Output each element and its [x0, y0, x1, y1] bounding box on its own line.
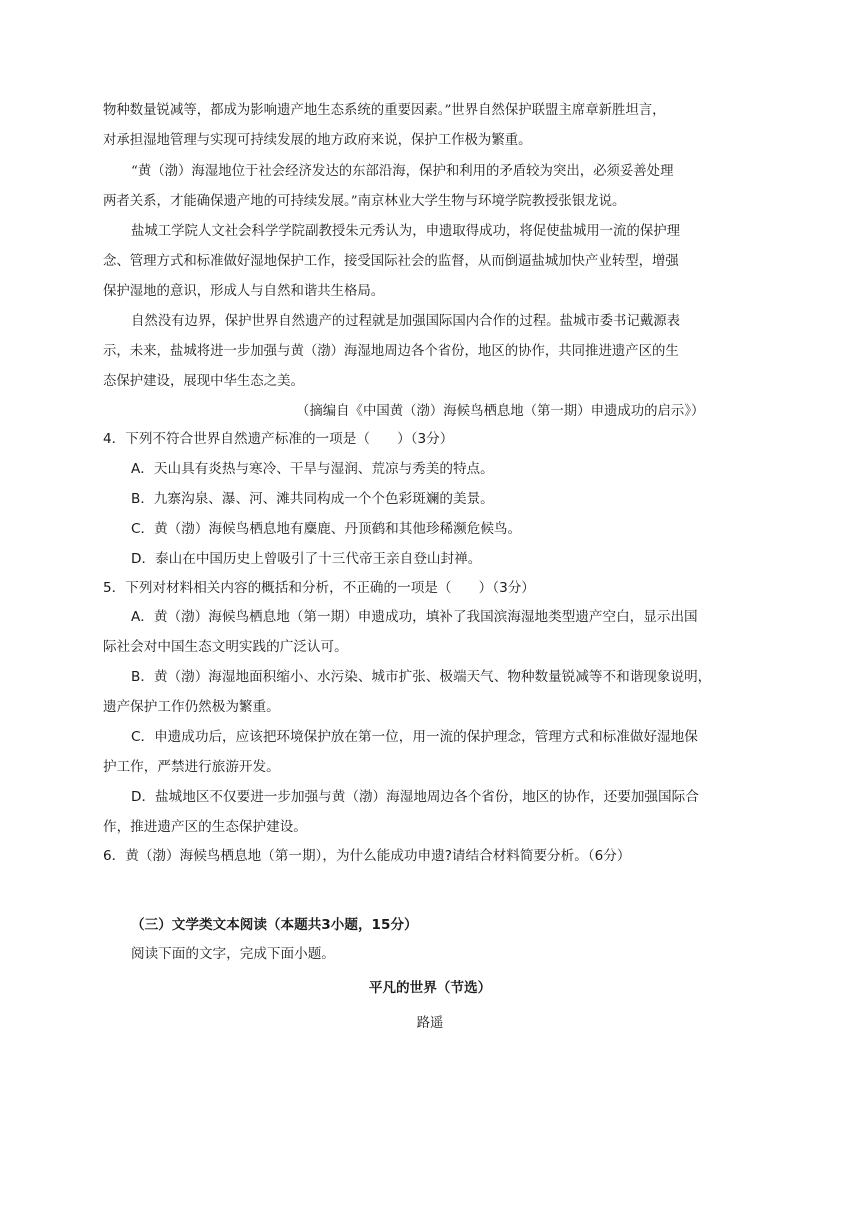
- question-4-option-d: D．泰山在中国历史上曾吸引了十三代帝王亲自登山封禅。: [131, 551, 482, 567]
- passage-paragraph-1-line-1: 物种数量锐减等，都成为影响遗产地生态系统的重要因素。”世界自然保护联盟主席章新胜坦言，: [103, 103, 666, 118]
- section-instruction: 阅读下面的文字，完成下面小题。: [131, 946, 335, 962]
- question-5-option-a-line-2: 际社会对中国生态文明实践的广泛认可。: [103, 639, 348, 655]
- question-4-option-b: B．九寨沟泉、瀑、河、滩共同构成一个个色彩斑斓的美景。: [131, 491, 494, 507]
- question-5-option-c-line-2: 护工作，严禁进行旅游开发。: [103, 759, 280, 775]
- passage-paragraph-1-line-2: 对承担湿地管理与实现可持续发展的地方政府来说，保护工作极为繁重。: [103, 133, 532, 148]
- question-5-option-b-line-1: B．黄（渤）海湿地面积缩小、水污染、城市扩张、极端天气、物种数量锐减等不和谐现象说明，: [131, 669, 712, 685]
- passage-paragraph-3-line-1: 盐城工学院人文社会科学学院副教授朱元秀认为，申遗取得成功，将促使盐城用一流的保护理: [131, 224, 681, 239]
- question-4-option-a: A．天山具有炎热与寒冷、干旱与湿润、荒凉与秀美的特点。: [131, 461, 494, 477]
- passage-paragraph-3-line-3: 保护湿地的意识，形成人与自然和谐共生格局。: [103, 284, 385, 299]
- passage-source: （摘编自《中国黄（渤）海候鸟栖息地（第一期）申遗成功的启示》）: [296, 404, 705, 419]
- question-6-stem: 6．黄（渤）海候鸟栖息地（第一期），为什么能成功申遗?请结合材料简要分析。（6分）: [103, 848, 631, 864]
- passage-paragraph-4-line-3: 态保护建设，展现中华生态之美。: [103, 374, 304, 389]
- question-5-option-b-line-2: 遗产保护工作仍然极为繁重。: [103, 699, 280, 715]
- story-author: 路遥: [416, 1016, 444, 1031]
- passage-paragraph-4-line-1: 自然没有边界，保护世界自然遗产的过程就是加强国际国内合作的过程。盐城市委书记戴源表: [131, 314, 681, 329]
- question-5-option-d-line-1: D．盐城地区不仅要进一步加强与黄（渤）海湿地周边各个省份，地区的协作，还要加强国际合: [131, 789, 699, 805]
- question-5-option-c-line-1: C．申遗成功后，应该把环境保护放在第一位，用一流的保护理念，管理方式和标准做好湿地保: [131, 729, 698, 745]
- passage-paragraph-4-line-2: 示，未来，盐城将进一步加强与黄（渤）海湿地周边各个省份，地区的协作，共同推进遗产区的生: [103, 344, 679, 359]
- passage-paragraph-2-line-2: 两者关系，才能确保遗产地的可持续发展。”南京林业大学生物与环境学院教授张银龙说。: [103, 194, 626, 209]
- story-title: 平凡的世界（节选）: [368, 980, 492, 996]
- question-5-option-d-line-2: 作，推进遗产区的生态保护建设。: [103, 819, 307, 835]
- question-5-option-a-line-1: A．黄（渤）海候鸟栖息地（第一期）申遗成功，填补了我国滨海湿地类型遗产空白，显示出国: [131, 609, 698, 625]
- passage-paragraph-3-line-2: 念、管理方式和标准做好湿地保护工作，接受国际社会的监督，从而倒逼盐城加快产业转型，增强: [103, 254, 679, 269]
- section-heading: （三）文学类文本阅读（本题共3小题，15分）: [131, 917, 418, 933]
- question-5-stem: 5．下列对材料相关内容的概括和分析，不正确的一项是（ ）（3分）: [103, 580, 535, 596]
- question-4-option-c: C．黄（渤）海候鸟栖息地有麋鹿、丹顶鹤和其他珍稀濒危候鸟。: [131, 521, 522, 537]
- question-4-stem: 4．下列不符合世界自然遗产标准的一项是（ ）（3分）: [103, 431, 454, 447]
- passage-paragraph-2-line-1: “黄（渤）海湿地位于社会经济发达的东部沿海，保护和利用的矛盾较为突出，必须妥善处理: [131, 164, 674, 179]
